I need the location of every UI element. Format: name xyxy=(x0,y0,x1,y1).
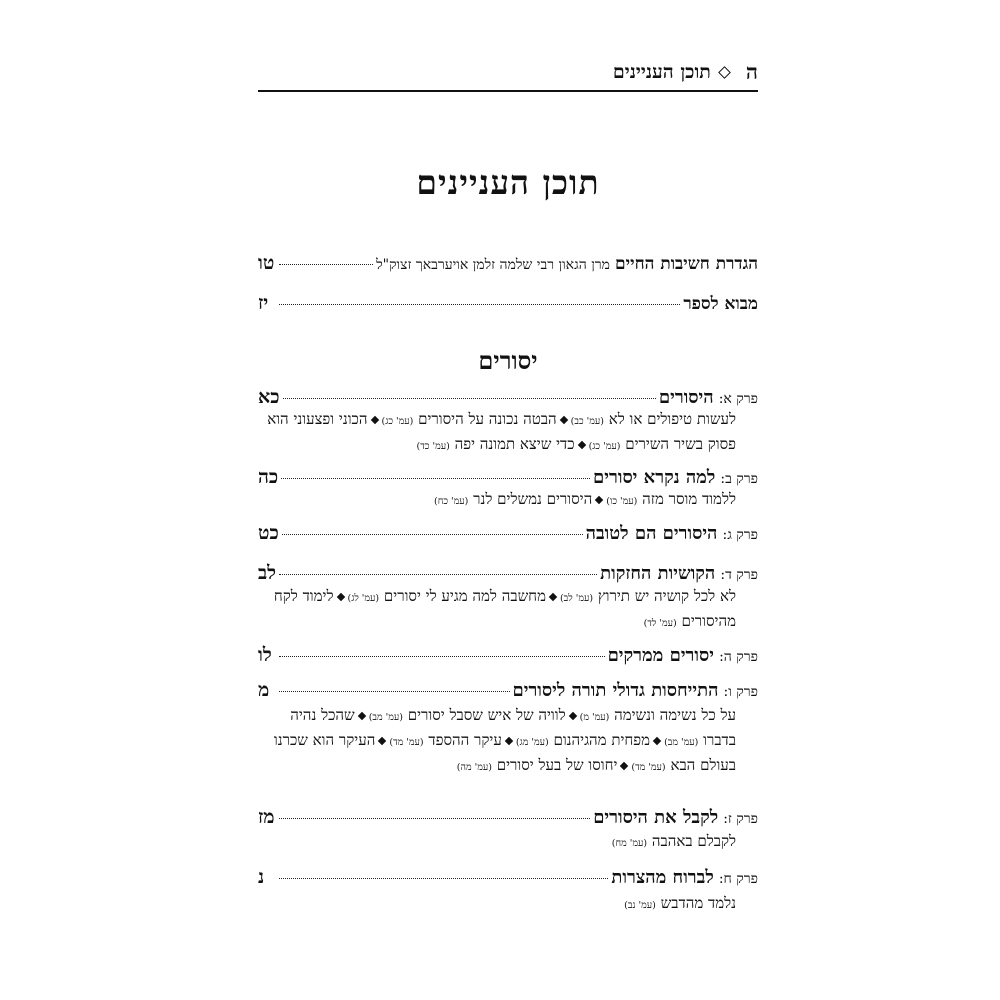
subtopic-ref: (עמ' מב) xyxy=(664,737,699,748)
chapter-subtopics xyxy=(266,488,736,513)
subtopic: על כל נשימה ונשימה xyxy=(614,706,736,724)
chapter-title: יסורים ממרקים xyxy=(607,645,714,666)
dot-leader xyxy=(279,656,605,657)
subtopic: לוויה של איש שסבל יסורים xyxy=(407,706,566,724)
toc-page xyxy=(258,0,758,1000)
chapter-subtopics xyxy=(266,892,736,917)
subtopic-ref: (עמ' מג) xyxy=(515,737,549,748)
chapter-title: היסורים הם לטובה xyxy=(585,523,718,544)
chapter-title: התייחסות גדולי תורה ליסורים xyxy=(512,680,719,701)
toc-chapter[interactable] xyxy=(258,806,758,829)
chapter-prefix: פרק א: xyxy=(718,391,758,407)
toc-entry[interactable] xyxy=(258,252,758,275)
chapter-subtopics xyxy=(266,408,736,458)
subtopic-ref: (עמ' כג) xyxy=(588,441,621,452)
dot-leader xyxy=(282,534,583,535)
diamond-bullet-icon xyxy=(568,712,576,720)
chapter-title: היסורים xyxy=(658,387,714,408)
chapter-prefix: פרק ד: xyxy=(720,567,758,583)
subtopic-ref: (עמ' כח) xyxy=(434,496,469,507)
chapter-title: לקבל את היסורים xyxy=(593,807,719,828)
subtopic: עיקר ההספד xyxy=(428,731,502,749)
subtopic: לימוד לקח מהיסורים xyxy=(273,587,736,630)
subtopic-ref: (עמ' כו) xyxy=(606,496,638,507)
chapter-page: לב xyxy=(258,562,277,584)
chapter-page: מז xyxy=(258,806,275,828)
diamond-bullet-icon xyxy=(357,712,365,720)
subtopic: לקבלם באהבה xyxy=(651,832,736,850)
entry-subtitle: מרן הגאון רבי שלמה זלמן אויערבאך זצוק"ל xyxy=(376,257,610,273)
subtopic: לעשות טיפולים או לא xyxy=(608,410,736,428)
subtopic: העיקר הוא שכרנו בעולם הבא xyxy=(273,731,736,774)
diamond-bullet-icon xyxy=(620,762,628,770)
chapter-prefix: פרק ג: xyxy=(722,527,758,543)
diamond-bullet-icon xyxy=(505,737,513,745)
subtopic: שהכל נהיה בדברו xyxy=(290,706,736,749)
page-number: ה xyxy=(745,59,758,84)
diamond-bullet-icon xyxy=(378,737,386,745)
chapter-page: לו xyxy=(258,644,272,666)
toc-chapter[interactable] xyxy=(258,866,758,889)
chapter-page: כט xyxy=(258,522,279,544)
chapter-page: מ xyxy=(258,679,270,701)
subtopic: הכוני ופצעוני הוא פסוק בשיר השירים xyxy=(267,410,736,453)
entry-title: מבוא לספר xyxy=(683,294,758,314)
chapter-prefix: פרק ה: xyxy=(719,649,758,665)
diamond-bullet-icon xyxy=(559,416,567,424)
chapter-subtopics xyxy=(266,704,736,779)
dot-leader xyxy=(279,264,373,265)
subtopic-ref: (עמ' מד) xyxy=(631,762,666,773)
chapter-prefix: פרק ו: xyxy=(723,684,758,700)
dot-leader xyxy=(281,478,590,479)
chapter-title: למה נקרא יסורים xyxy=(593,467,716,488)
chapter-page: נ xyxy=(258,866,265,888)
chapter-page: כא xyxy=(258,386,280,408)
chapter-prefix: פרק ח: xyxy=(718,871,758,887)
subtopic-ref: (עמ' לג) xyxy=(347,593,380,604)
subtopic-ref: (עמ' לד) xyxy=(643,618,677,629)
subtopic: היסורים נמשלים לנר xyxy=(473,490,593,508)
diamond-bullet-icon xyxy=(336,593,344,601)
subtopic-ref: (עמ' מח) xyxy=(611,838,648,849)
page-title: תוכן העניינים xyxy=(416,163,600,202)
subtopic-ref: (עמ' מ) xyxy=(579,712,610,723)
chapter-prefix: פרק ז: xyxy=(723,811,758,827)
section-title: יסורים xyxy=(478,346,538,375)
subtopic: מפחית מהגיהנום xyxy=(553,731,651,749)
chapter-subtopics xyxy=(266,585,736,635)
subtopic: נלמד מהדבש xyxy=(660,894,736,912)
subtopic: הבטה נכונה על היסורים xyxy=(418,410,557,428)
toc-chapter[interactable] xyxy=(258,562,758,585)
diamond-icon xyxy=(718,66,731,79)
chapter-subtopics xyxy=(266,830,736,855)
diamond-bullet-icon xyxy=(577,441,585,449)
toc-chapter[interactable] xyxy=(258,644,758,667)
running-head xyxy=(258,56,758,88)
subtopic-ref: (עמ' כג) xyxy=(381,416,414,427)
toc-chapter[interactable] xyxy=(258,522,758,545)
chapter-prefix: פרק ב: xyxy=(720,471,758,487)
subtopic: יחוסו של בעל יסורים xyxy=(496,756,618,774)
subtopic: מחשבה למה מגיע לי יסורים xyxy=(383,587,546,605)
toc-chapter[interactable] xyxy=(258,679,758,702)
subtopic-ref: (עמ' כב) xyxy=(570,416,604,427)
subtopic-ref: (עמ' לב) xyxy=(559,593,594,604)
entry-page: טו xyxy=(258,252,275,274)
subtopic: כדי שיצא תמונה יפה xyxy=(454,435,575,453)
subtopic-ref: (עמ' מד) xyxy=(389,737,424,748)
toc-chapter[interactable] xyxy=(258,466,758,489)
dot-leader xyxy=(279,304,680,305)
dot-leader xyxy=(279,818,590,819)
diamond-bullet-icon xyxy=(549,593,557,601)
subtopic-ref: (עמ' מה) xyxy=(456,762,492,773)
entry-title: הגדרת חשיבות החיים xyxy=(615,254,758,274)
entry-page: יז xyxy=(258,292,269,314)
subtopic: ללמוד מוסר מזה xyxy=(642,490,736,508)
subtopic-ref: (עמ' מב) xyxy=(368,712,403,723)
diamond-bullet-icon xyxy=(370,416,378,424)
toc-chapter[interactable] xyxy=(258,386,758,409)
chapter-title: הקושיות החזקות xyxy=(600,563,716,584)
dot-leader xyxy=(279,878,608,879)
diamond-bullet-icon xyxy=(595,496,603,504)
chapter-title: לברוח מהצרות xyxy=(611,867,714,888)
dot-leader xyxy=(283,398,656,399)
dot-leader xyxy=(279,574,597,575)
subtopic-ref: (עמ' נב) xyxy=(624,900,656,911)
subtopic-ref: (עמ' כד) xyxy=(416,441,450,452)
header-rule xyxy=(258,90,758,92)
toc-entry[interactable] xyxy=(258,292,758,315)
chapter-page: כה xyxy=(258,466,279,488)
diamond-bullet-icon xyxy=(653,737,661,745)
running-head-title: תוכן העניינים xyxy=(612,60,711,83)
subtopic: לא לכל קושיה יש תירוץ xyxy=(597,587,736,605)
dot-leader xyxy=(279,691,510,692)
